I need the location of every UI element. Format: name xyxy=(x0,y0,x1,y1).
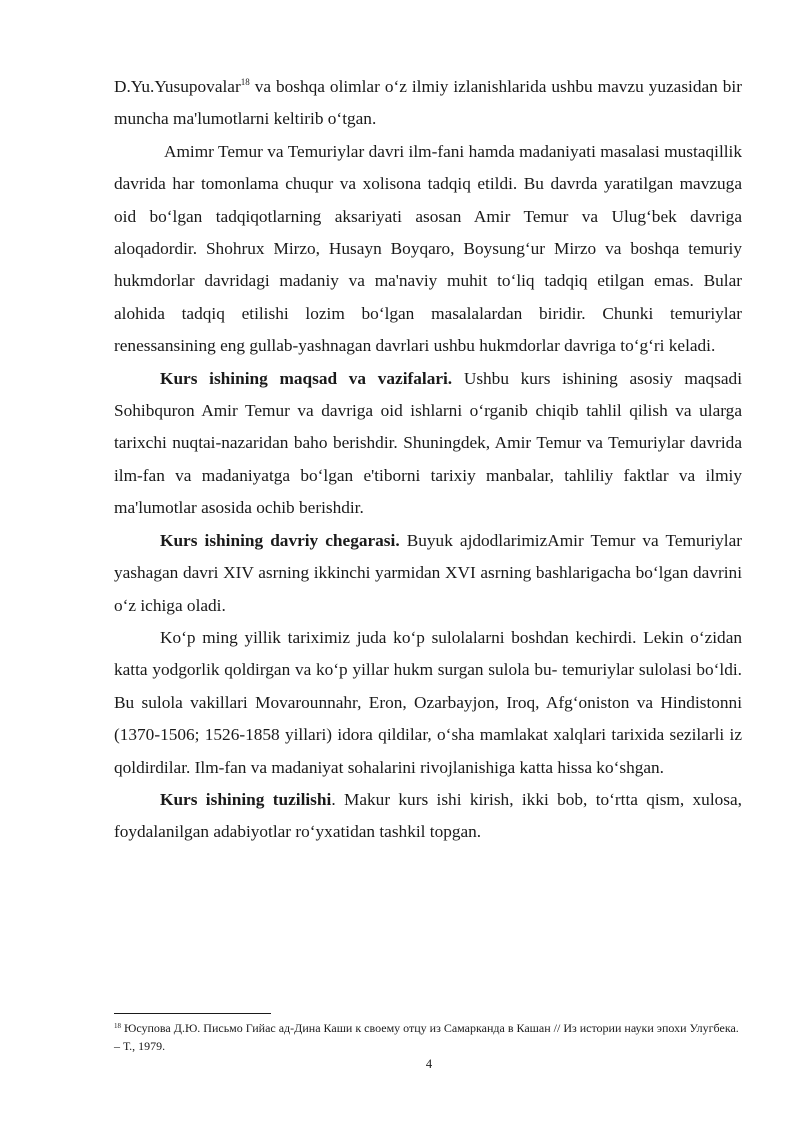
author-name: D.Yu.Yusupovalar xyxy=(114,77,241,96)
paragraph-1-text: va boshqa olimlar o‘z ilmiy izlanishlarida ushbu mavzu yuzasidan bir muncha ma'lumotlarni keltirib o‘tgan. xyxy=(114,77,742,129)
section-heading-period: Kurs ishining davriy chegarasi. xyxy=(160,530,400,550)
footnote-separator xyxy=(114,1013,271,1014)
paragraph-6 xyxy=(114,784,742,849)
paragraph-1 xyxy=(114,71,742,136)
footnote xyxy=(114,1019,742,1055)
paragraph-2 xyxy=(114,136,742,363)
paragraph-4-text: Buyuk ajdodlarimizAmir Temur va Temuriylar yashagan davri XIV asrning ikkinchi yarmidan XVI asrning bashlarigacha bo‘lgan davrini o‘z ichiga oladi. xyxy=(114,530,742,615)
section-heading-structure: Kurs ishining tuzilishi xyxy=(160,789,332,809)
page-number: 4 xyxy=(425,1057,433,1071)
paragraph-3-text: Ushbu kurs ishining asosiy maqsadi Sohibquron Amir Temur va davriga oid ishlarni o‘rganib chiqib tahlil qilish va ularga tarixchi nuqtai-nazaridan baho berishdir. Shuningdek, Amir Temur va Temuriylar davrida ilm-fan va madaniyatga bo‘lgan e'tiborni tarixiy manbalar, tahliliy faktlar va ilmiy ma'lumotlar asosida ochib berishdir. xyxy=(114,368,742,518)
paragraph-2-text: Amimr Temur va Temuriylar davri ilm-fani hamda madaniyati masalasi mustaqillik davrida har tomonlama chuqur va xolisona tadqiq etildi. Bu davrda yaratilgan mavzuga oid bo‘lgan tadqiqotlarning aksariyati asosan Amir Temur va Ulug‘bek davriga aloqadordir. Shohrux Mirzo, Husayn Boyqaro, Boysung‘ur Mirzo va boshqa temuriy hukmdorlar davridagi madaniy va ma'naviy muhit to‘liq tadqiq etilgan emas. Bular alohida tadqiq etilishi lozim bo‘lgan masalalardan biridir. Chunki temuriylar renessansining eng gullab-yashnagan davrlari ushbu hukmdorlar davriga to‘g‘ri keladi. xyxy=(114,141,742,356)
footnote-text: Юсупова Д.Ю. Письмо Гийас ад-Дина Каши к своему отцу из Самарканда в Кашан // Из истории науки эпохи Улугбека. – Т., 1979. xyxy=(114,1021,739,1053)
section-heading-goals: Kurs ishining maqsad va vazifalari. xyxy=(160,368,453,388)
paragraph-6-text: . Makur kurs ishi kirish, ikki bob, to‘rtta qism, xulosa, foydalanilgan adabiyotlar ro‘yxatidan tashkil topgan. xyxy=(114,789,742,842)
footnote-marker: 18 xyxy=(114,1022,121,1030)
footnote-reference: 18 xyxy=(240,77,250,87)
paragraph-4 xyxy=(114,525,742,622)
paragraph-3 xyxy=(114,363,742,525)
body-text xyxy=(114,71,742,849)
paragraph-5 xyxy=(114,622,742,784)
paragraph-5-text: Ko‘p ming yillik tariximiz juda ko‘p sulolalarni boshdan kechirdi. Lekin o‘zidan katta yodgorlik qoldirgan va ko‘p yillar hukm surgan sulola bu- temuriylar sulolasi bo‘ldi. Bu sulola vakillari Movarounnahr, Eron, Ozarbayjon, Iroq, Afg‘oniston va Hindistonni (1370-1506; 1526-1858 yillari) idora qildilar, o‘sha mamlakat xalqlari tarixida sezilarli iz qoldirdilar. Ilm-fan va madaniyat sohalarini rivojlanishiga katta hissa ko‘shgan. xyxy=(114,627,742,777)
